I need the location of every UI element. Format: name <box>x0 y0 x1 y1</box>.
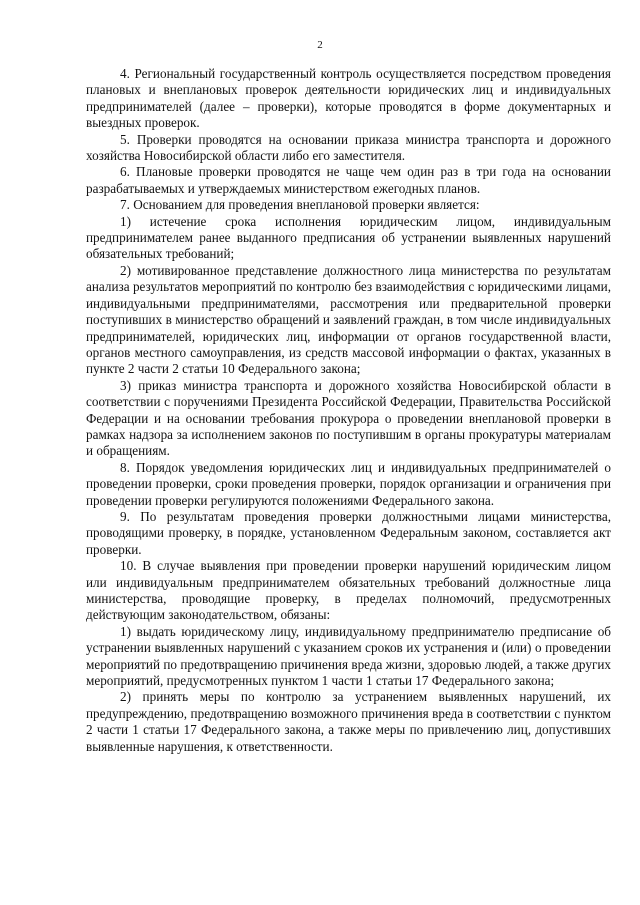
paragraph-9: 9. По результатам проведения проверки должностными лицами министерства, проводящими проверку, в порядке, установленном Федеральным законом, составляется акт проверки. <box>86 508 611 557</box>
paragraph-7-item-1: 1) истечение срока исполнения юридическим лицом, индивидуальным предпринимателем ранее выданного предписания об устранении выявленных нарушений обязательных требований; <box>86 213 611 262</box>
paragraph-10-item-1: 1) выдать юридическому лицу, индивидуальному предпринимателю предписание об устранении выявленных нарушений с указанием сроков их устранения и (или) о проведении мероприятий по предотвращению причинения вреда жизни, здоровью людей, а также других мероприятий, предусмотренных пунктом 1 части 1 статьи 17 Федерального закона; <box>86 623 611 689</box>
paragraph-10: 10. В случае выявления при проведении проверки нарушений юридическим лицом или индивидуальным предпринимателем обязательных требований должностные лица министерства, проводящие проверку, в пределах полномочий, предусмотренных действующим законодательством, обязаны: <box>86 558 611 623</box>
paragraph-10-item-2: 2) принять меры по контролю за устранением выявленных нарушений, их предупреждению, предотвращению возможного причинения вреда в соответствии с пунктом 2 части 1 статьи 17 Федерального закона, а также меры по привлечению лиц, допустивших выявленные нарушения, к ответственности. <box>86 689 611 754</box>
paragraph-4: 4. Региональный государственный контроль осуществляется посредством проведения плановых и внеплановых проверок деятельности юридических лиц и индивидуальных предпринимателей (далее – проверки), которые проводятся в форме документарных и выездных проверок. <box>86 66 611 131</box>
paragraph-6: 6. Плановые проверки проводятся не чаще чем один раз в три года на основании разрабатываемых и утверждаемых министерством ежегодных планов. <box>86 164 611 196</box>
paragraph-5: 5. Проверки проводятся на основании приказа министра транспорта и дорожного хозяйства Новосибирской области либо его заместителя. <box>86 131 611 164</box>
paragraph-7-item-2: 2) мотивированное представление должностного лица министерства по результатам анализа результатов мероприятий по контролю без взаимодействия с юридическими лицами, индивидуальными предпринимателями, рассмотрения или предварительной проверки поступивших в министерство обращений и заявлений граждан, в том числе индивидуальных предпринимателей, юридических лиц, информации от органов государственной власти, органов местного самоуправления, из средств массовой информации о фактах, указанных в пункте 2 части 2 статьи 10 Федерального закона; <box>86 262 611 377</box>
paragraph-7: 7. Основанием для проведения внеплановой проверки является: <box>120 197 480 213</box>
paragraph-7-item-3: 3) приказ министра транспорта и дорожного хозяйства Новосибирской области в соответствии с поручениями Президента Российской Федерации, Правительства Российской Федерации и на основании требования прокурора о проведении внеплановой проверки в рамках надзора за исполнением законов по поступившим в органы прокуратуры материалам и обращениям. <box>86 377 611 459</box>
document-body <box>86 66 611 755</box>
page-number: 2 <box>317 39 323 51</box>
paragraph-8: 8. Порядок уведомления юридических лиц и индивидуальных предпринимателей о проведении проверки, сроки проведения проверки, порядок организации и ограничения при проведении проверки регулируются положениями Федерального закона. <box>86 459 611 508</box>
